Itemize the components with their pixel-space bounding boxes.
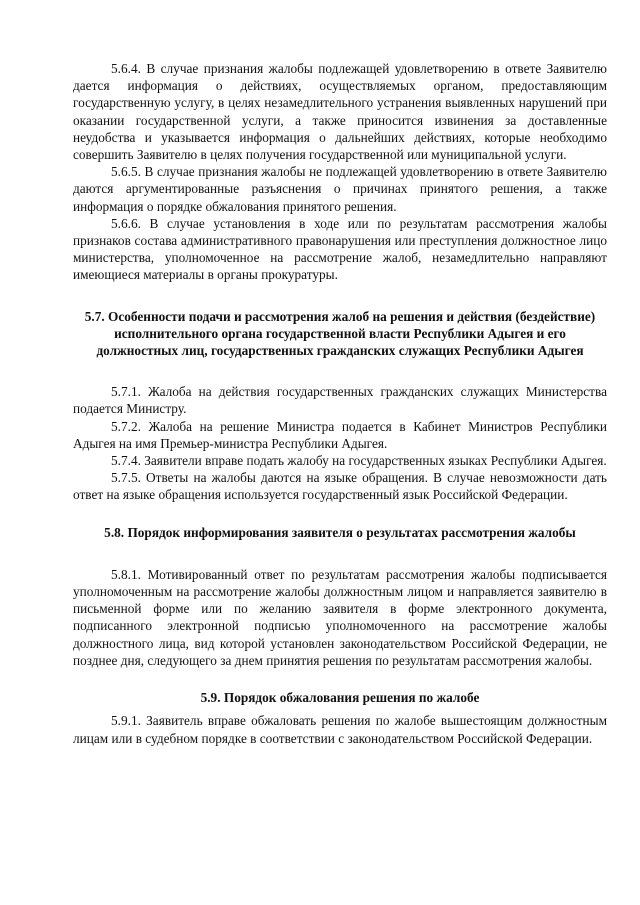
document-page xyxy=(73,60,607,747)
paragraph-5-6-5: 5.6.5. В случае признания жалобы не подлежащей удовлетворению в ответе Заявителю даются аргументированные разъяснения о причинах принятого решения, а также информация о порядке обжалования принятого решения. xyxy=(73,164,607,214)
section-5-7-heading: 5.7. Особенности подачи и рассмотрения жалоб на решения и действия (бездействие) исполнительного органа государственной власти Республики Адыгея и его должностных лиц, государственных гражданских служащих Республики Адыгея xyxy=(84,308,596,359)
section-5-9-heading: 5.9. Порядок обжалования решения по жалобе xyxy=(200,690,480,706)
section-5-8-heading: 5.8. Порядок информирования заявителя о результатах рассмотрения жалобы xyxy=(104,524,576,540)
paragraph-5-6-6: 5.6.6. В случае установления в ходе или по результатам рассмотрения жалобы признаков состава административного правонарушения или преступления должностное лицо министерства, уполномоченное на рассмотрение жалоб, незамедлительно направляют имеющиеся материалы в органы прокуратуры. xyxy=(73,215,607,283)
paragraph-5-7-1: 5.7.1. Жалоба на действия государственных гражданских служащих Министерства подается Министру. xyxy=(73,384,607,417)
paragraph-5-7-4: 5.7.4. Заявители вправе подать жалобу на государственных языках Республики Адыгея. xyxy=(111,453,607,469)
paragraph-5-7-5: 5.7.5. Ответы на жалобы даются на языке обращения. В случае невозможности дать ответ на языке обращения используется государственный язык Российской Федерации. xyxy=(73,470,607,503)
paragraph-5-6-4: 5.6.4. В случае признания жалобы подлежащей удовлетворению в ответе Заявителю дается информация о действиях, осуществляемых органом, предоставляющим государственную услугу, в целях незамедлительного устранения выявленных нарушений при оказании государственной услуги, а также приносится извинения за доставленные неудобства и указывается информация о дальнейших действиях, которые необходимо совершить Заявителю в целях получения государственной или муниципальной услуги. xyxy=(73,61,607,163)
paragraph-5-7-2: 5.7.2. Жалоба на решение Министра подается в Кабинет Министров Республики Адыгея на имя Премьер-министра Республики Адыгея. xyxy=(73,418,607,451)
paragraph-5-8-1: 5.8.1. Мотивированный ответ по результатам рассмотрения жалобы подписывается уполномоченным на рассмотрение жалобы должностным лицом и направляется заявителю в письменной форме или по желанию заявителя в форме электронного документа, подписанного электронной подписью уполномоченного на рассмотрение жалобы должностного лица, вид которой установлен законодательством Российской Федерации, не позднее дня, следующего за днем принятия решения по результатам рассмотрения жалобы. xyxy=(73,566,607,668)
paragraph-5-9-1: 5.9.1. Заявитель вправе обжаловать решения по жалобе вышестоящим должностным лицам или в судебном порядке в соответствии с законодательством Российской Федерации. xyxy=(73,713,607,746)
